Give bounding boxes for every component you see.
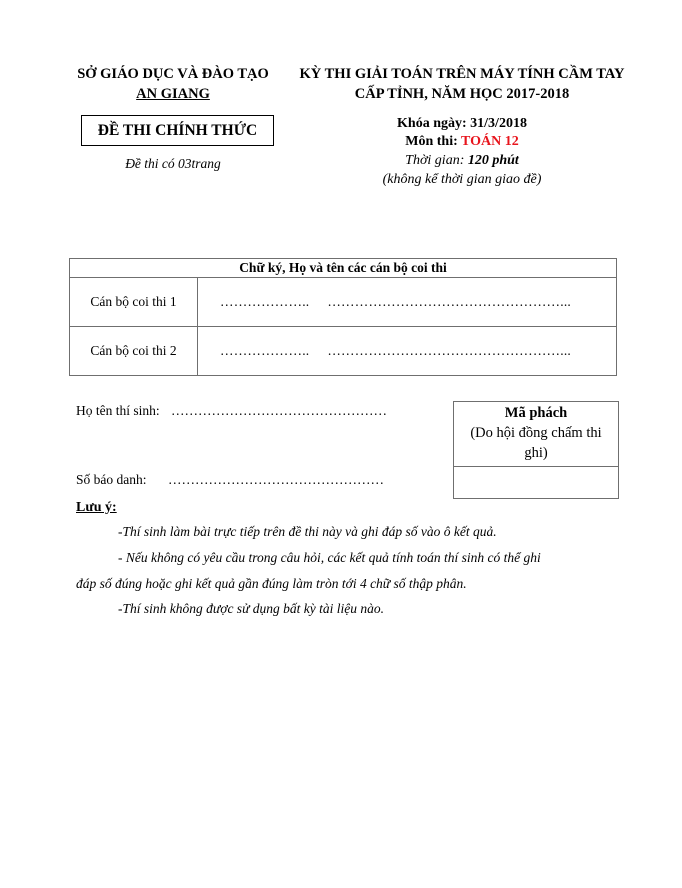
candidate-name-label: Họ tên thí sinh: [76, 403, 160, 418]
province-name [60, 86, 286, 103]
exam-date: Khóa ngày: 31/3/2018 [397, 116, 527, 131]
note-item: -Thí sinh không được sử dụng bất kỳ tài liệu nào. [118, 601, 385, 616]
secret-code-header [454, 402, 618, 467]
secret-code-note-line2: ghi) [524, 445, 548, 461]
note-item-continuation: đáp số đúng hoặc ghi kết quả gần đúng làm tròn tới 4 chữ số thập phân. [76, 576, 467, 591]
proctor-name-dots: ……………………………………………... [327, 343, 571, 358]
proctor-row [70, 278, 617, 327]
exam-title-line1: KỲ THI GIẢI TOÁN TRÊN MÁY TÍNH CẦM TAY [299, 66, 625, 82]
proctor-row [70, 327, 617, 376]
proctor-signature-field[interactable] [198, 327, 617, 376]
proctor-signature-dots: ……………….. [220, 294, 310, 309]
page-count-note: Đề thi có 03trang [125, 156, 221, 171]
proctor-label: Cán bộ coi thi 2 [70, 327, 198, 376]
official-exam-box: ĐỀ THI CHÍNH THỨC [81, 115, 274, 146]
exam-subject [280, 134, 644, 150]
proctor-signature-dots: ……………….. [220, 343, 310, 358]
candidate-number-label: Số báo danh: [76, 472, 147, 487]
exam-duration [280, 153, 644, 169]
proctor-signature-field[interactable] [198, 278, 617, 327]
notes-title: Lưu ý: [76, 500, 117, 515]
candidate-number-field[interactable]: ………………………………………… [168, 472, 384, 487]
duration-value: 120 phút [467, 153, 519, 168]
subject-value: TOÁN 12 [461, 134, 519, 149]
duration-label: Thời gian: [405, 153, 465, 168]
proctor-signature-table [69, 258, 617, 376]
proctor-table-header: Chữ ký, Họ và tên các cán bộ coi thi [70, 259, 617, 278]
exam-title-line2: CẤP TỈNH, NĂM HỌC 2017-2018 [354, 86, 570, 102]
candidate-name-field[interactable]: ………………………………………… [171, 403, 387, 418]
secret-code-box [453, 401, 619, 499]
note-item: - Nếu không có yêu cầu trong câu hỏi, các kết quả tính toán thí sinh có thể ghi [118, 550, 541, 565]
duration-note: (không kể thời gian giao đề) [382, 172, 542, 187]
secret-code-note-line1: (Do hội đồng chấm thi [470, 425, 602, 441]
department-name: SỞ GIÁO DỤC VÀ ĐÀO TẠO [77, 66, 269, 82]
secret-code-title: Mã phách [504, 405, 568, 421]
proctor-name-dots: ……………………………………………... [327, 294, 571, 309]
secret-code-field[interactable] [454, 467, 618, 499]
proctor-table-header-row [70, 259, 617, 278]
note-item: -Thí sinh làm bài trực tiếp trên đề thi này và ghi đáp số vào ô kết quả. [118, 524, 497, 539]
subject-label: Môn thi: [405, 134, 458, 149]
province-name-text: AN GIANG [136, 86, 210, 102]
proctor-label: Cán bộ coi thi 1 [70, 278, 198, 327]
